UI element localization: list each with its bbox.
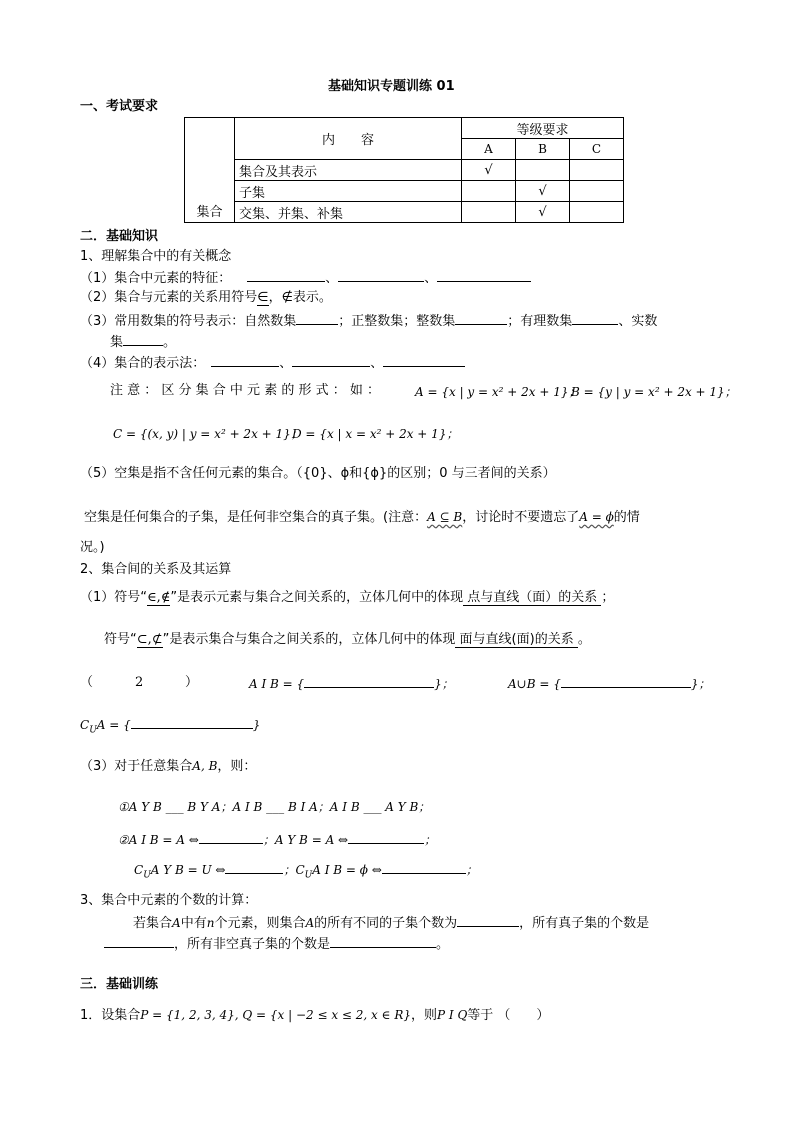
subset-formula: A ⊆ B — [427, 510, 463, 524]
question-text: 等于 （ ） — [467, 1008, 550, 1023]
answer-blank — [572, 312, 618, 325]
formula-b: B = {y | y = x² + 2x + 1}； — [571, 385, 737, 399]
paren-close: ） — [185, 675, 199, 690]
answer-blank — [437, 269, 531, 282]
answer-blank — [455, 312, 507, 325]
representation-label: （4）集合的表示法： — [80, 356, 206, 371]
separator: 、 — [279, 356, 293, 371]
separator: 、 — [325, 271, 339, 286]
answer-blank — [199, 831, 263, 844]
point-2-title: 2、集合间的关系及其运算 — [80, 562, 232, 577]
empty-eq-formula: A = ϕ — [579, 510, 614, 524]
subset-count-text: ，所有非空真子集的个数是 — [174, 937, 331, 952]
point-3-title: 3、集合中元素的个数的计算： — [80, 893, 258, 908]
union-formula — [508, 675, 711, 693]
answer-blank — [211, 354, 279, 367]
formula-a: A = {x | y = x² + 2x + 1}； — [415, 385, 581, 399]
empty-set-note-cont: 况。) — [80, 540, 105, 555]
section-heading-training: 三．基础训练 — [80, 977, 159, 992]
complement-sub: U — [304, 870, 313, 881]
complement-sub: U — [89, 725, 97, 736]
question-number: 1．设集合 — [80, 1008, 141, 1023]
subset-symbols: ⊂,⊄ — [136, 632, 163, 647]
symbol-text-end: ； — [601, 590, 615, 605]
question-1-intersection: P I Q — [437, 1008, 468, 1022]
answer-blank — [338, 269, 424, 282]
content-header: 内 容 — [235, 118, 462, 160]
answer-blank — [561, 675, 691, 688]
complement-sub: U — [143, 870, 151, 881]
empty-set-text: ，讨论时不要遗忘了 — [462, 510, 580, 525]
line-representation — [80, 354, 465, 372]
line-membership-symbols — [80, 290, 332, 306]
separator: 、 — [424, 271, 438, 286]
element-features-label: （1）集合中元素的特征： — [80, 271, 232, 286]
intersection-rhs: }； — [434, 677, 454, 691]
level-b-header: B — [516, 139, 570, 160]
answer-blank — [348, 831, 424, 844]
answer-blank — [330, 935, 436, 948]
answer-blank — [104, 935, 174, 948]
table-row — [185, 202, 624, 223]
subset-count-text: 若集合 — [133, 916, 173, 931]
arbitrary-sets-text: ，则： — [217, 759, 257, 774]
line-element-features — [80, 269, 531, 287]
answer-blank — [304, 675, 434, 688]
empty-set-text: 的情 — [613, 510, 640, 525]
page-title: 基础知识专题训练 01 — [328, 79, 455, 94]
empty-set-definition: （5）空集是指不含任何元素的集合。（{0}、ϕ和{ϕ}的区别；0 与三者间的关系） — [80, 466, 556, 481]
answer-point-line: 点与直线（面）的关系 — [463, 590, 602, 605]
row-level-a — [462, 181, 516, 202]
row-level-b: √ — [516, 181, 570, 202]
empty-set-text: 空集是任何集合的子集，是任何非空集合的真子集。(注意： — [84, 510, 428, 525]
level-a-header: A — [462, 139, 516, 160]
complement-formula — [80, 716, 260, 739]
row-level-c — [570, 160, 624, 181]
arbitrary-sets-text: （3）对于任意集合 — [80, 759, 193, 774]
subset-count-line — [133, 914, 649, 932]
answer-blank — [383, 354, 465, 367]
question-1-sets: P = {1, 2, 3, 4}, Q = {x | −2 ≤ x ≤ 2, x ∈ R} — [140, 1008, 411, 1022]
relation-line-3 — [134, 861, 478, 884]
complement-lhs: A = { — [96, 718, 131, 732]
intersection-lhs: A I B = { — [249, 677, 305, 691]
number-sets-text: 、实数 — [618, 314, 658, 329]
category-cell: 集合 — [185, 118, 235, 223]
relation-line-2 — [118, 831, 436, 849]
relation-3-sep: ；C — [283, 863, 305, 877]
membership-text-end: ，∉表示。 — [268, 290, 332, 305]
membership-symbols: ∈,∉ — [147, 590, 171, 605]
subset-count-line-cont — [104, 935, 449, 953]
line-number-sets-cont — [110, 333, 176, 351]
membership-text: （2）集合与元素的关系用符号 — [80, 290, 258, 305]
answer-blank — [457, 914, 519, 927]
period: 。 — [436, 937, 450, 952]
row-item: 子集 — [235, 181, 462, 202]
sets-ab: A, B — [192, 759, 218, 773]
set-a: A — [172, 916, 181, 930]
answer-blank — [296, 312, 338, 325]
row-level-c — [570, 202, 624, 223]
requirements-table — [184, 117, 624, 223]
level-c-header: C — [570, 139, 624, 160]
subset-count-text: ，所有真子集的个数是 — [519, 916, 650, 931]
symbol-text: ”是表示集合与集合之间关系的，立体几何中的体现 — [162, 632, 456, 647]
symbol-text: （1）符号“ — [80, 590, 148, 605]
relation-2b: ；A Y B = A ⇔ — [262, 833, 349, 847]
union-rhs: }； — [690, 677, 711, 691]
line-arbitrary-sets — [80, 758, 256, 775]
number-sets-text: ；有理数集 — [507, 314, 573, 329]
complement-rhs: } — [252, 718, 261, 732]
line-number-sets — [80, 312, 657, 330]
question-1 — [80, 1007, 549, 1024]
separator: 、 — [370, 356, 384, 371]
answer-plane-line: 面与直线(面)的关系 — [455, 632, 578, 647]
subset-count-text: 中有 — [180, 916, 207, 931]
relation-line-1: ①A Y B ___ B Y A；A I B ___ B I A；A I B ___ A Y B； — [118, 800, 431, 814]
subset-count-text: 个元素，则集合 — [214, 916, 306, 931]
symbol-text: ”是表示元素与集合之间关系的，立体几何中的体现 — [170, 590, 464, 605]
relation-3a: A Y B = U ⇔ — [150, 863, 226, 877]
symbol-text: 符号“ — [104, 632, 137, 647]
row-level-b: √ — [516, 202, 570, 223]
section-heading-basics: 二．基础知识 — [80, 229, 159, 244]
relation-2-end: ； — [424, 833, 437, 847]
line-symbol-membership — [80, 590, 614, 606]
subset-count-text: 的所有不同的子集个数为 — [314, 916, 458, 931]
answer-blank — [382, 861, 466, 874]
row-level-b — [516, 160, 570, 181]
row-level-a — [462, 202, 516, 223]
symbol-text-end: 。 — [577, 632, 591, 647]
row-level-c — [570, 181, 624, 202]
section-heading-exam: 一、考试要求 — [80, 99, 159, 114]
number-sets-text: ；正整数集；整数集 — [338, 314, 456, 329]
point-1-title: 1、理解集合中的有关概念 — [80, 249, 232, 264]
intersection-formula — [249, 675, 454, 693]
formula-d: D = {x | x = x² + 2x + 1}； — [292, 427, 459, 441]
answer-blank — [131, 716, 253, 729]
row-item: 集合及其表示 — [235, 160, 462, 181]
answer-blank — [247, 269, 325, 282]
number-sets-text: 集 — [110, 335, 124, 350]
formula-c: C = {(x, y) | y = x² + 2x + 1}； — [113, 427, 303, 441]
complement-c: C — [80, 718, 90, 732]
row-item: 交集、并集、补集 — [235, 202, 462, 223]
relation-2a: ②A I B = A ⇔ — [118, 833, 199, 847]
union-lhs: A∪B = { — [508, 677, 561, 691]
row-level-a: √ — [462, 160, 516, 181]
complement-c: C — [134, 863, 144, 877]
item-number: 2 — [135, 675, 144, 690]
var-n: n — [206, 916, 215, 930]
empty-set-note — [84, 509, 640, 526]
table-row — [185, 181, 624, 202]
note-label: 注 意 ： 区 分 集 合 中 元 素 的 形 式 ： 如 ： — [110, 383, 380, 398]
paren-open: （ — [80, 675, 94, 690]
number-sets-text: （3）常用数集的符号表示：自然数集 — [80, 314, 297, 329]
answer-blank — [292, 354, 370, 367]
table-row — [185, 160, 624, 181]
answer-blank — [225, 861, 283, 874]
question-text: ，则 — [411, 1008, 438, 1023]
relation-3b: A I B = ϕ ⇔ — [312, 863, 382, 877]
relation-3-end: ； — [465, 863, 478, 877]
period: 。 — [163, 335, 177, 350]
set-a: A — [305, 916, 315, 930]
level-header: 等级要求 — [462, 118, 624, 139]
element-of-symbol: ∈ — [257, 290, 269, 305]
answer-blank — [123, 333, 163, 346]
line-symbol-subset — [104, 632, 591, 648]
